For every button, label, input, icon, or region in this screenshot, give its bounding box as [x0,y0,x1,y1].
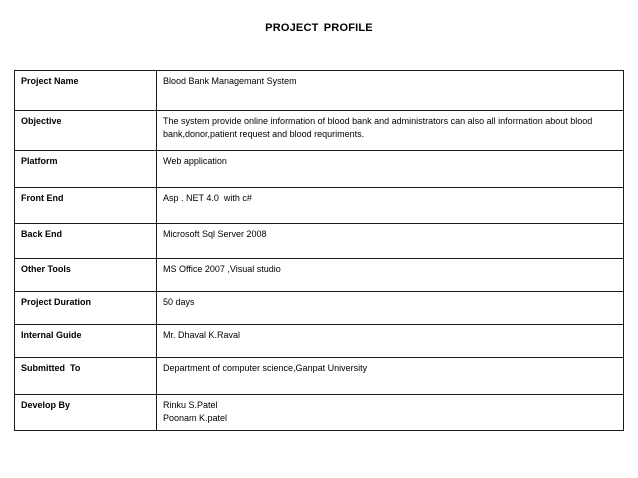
row-value-submitted-to: Department of computer science,Ganpat University [157,358,624,395]
table-row [15,188,624,224]
row-value-project-name: Blood Bank Managemant System [157,71,624,111]
developer-name: Poonam K.patel [163,413,228,423]
row-label-submitted-to: Submitted To [15,358,157,395]
objective-text: The system provide online information of blood bank and administrators can also all information about blood bank,donor,patient request and blood requriments. [163,116,593,139]
row-label-other-tools: Other Tools [15,259,157,292]
row-label-platform: Platform [15,151,157,188]
table-row [15,358,624,395]
row-value-internal-guide: Mr. Dhaval K.Raval [157,325,624,358]
table-row [15,259,624,292]
row-value-other-tools: MS Office 2007 ,Visual studio [157,259,624,292]
table-row [15,325,624,358]
table-row [15,395,624,431]
table-row [15,111,624,151]
row-value-objective [157,111,624,151]
row-label-project-name: Project Name [15,71,157,111]
row-label-objective: Objective [15,111,157,151]
row-label-develop-by: Develop By [15,395,157,431]
page-title: PROJECT PROFILE [265,22,373,34]
row-label-front-end: Front End [15,188,157,224]
row-value-develop-by [157,395,624,431]
row-value-back-end: Microsoft Sql Server 2008 [157,224,624,259]
table-row [15,71,624,111]
row-label-project-duration: Project Duration [15,292,157,325]
row-value-platform: Web application [157,151,624,188]
developer-name: Rinku S.Patel [163,400,218,410]
row-value-front-end: Asp . NET 4.0 with c# [157,188,624,224]
row-label-internal-guide: Internal Guide [15,325,157,358]
project-profile-table [14,70,624,431]
table-row [15,151,624,188]
row-value-project-duration: 50 days [157,292,624,325]
table-row [15,292,624,325]
row-label-back-end: Back End [15,224,157,259]
table-row [15,224,624,259]
